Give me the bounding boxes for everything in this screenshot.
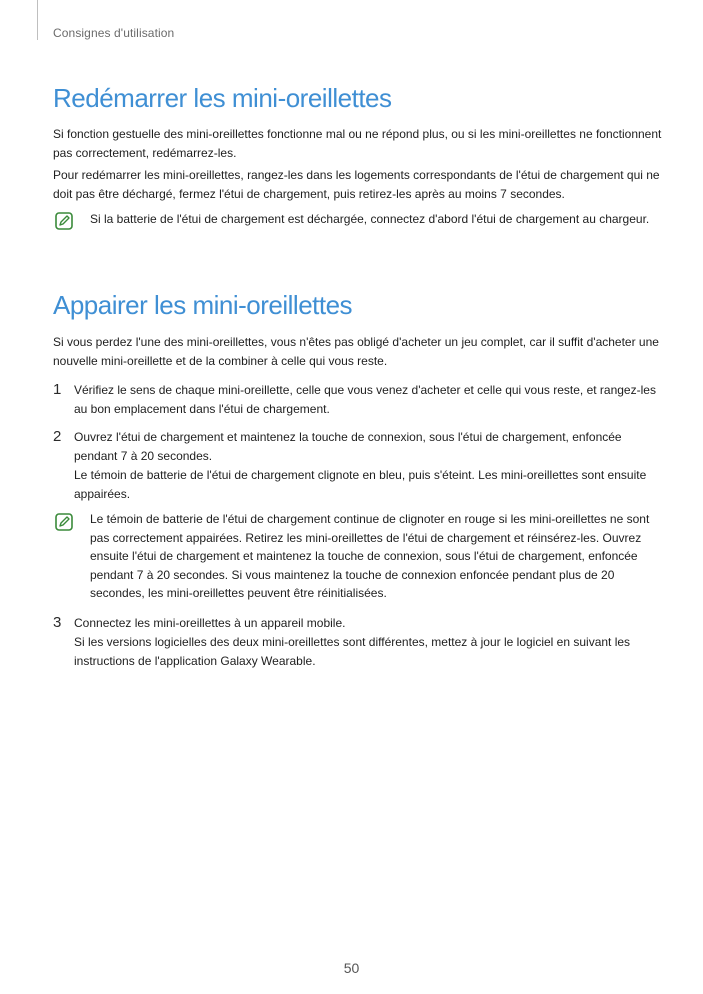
note-icon	[55, 212, 73, 230]
note-text: Si la batterie de l'étui de chargement est déchargée, connectez d'abord l'étui de chargement au chargeur.	[90, 212, 650, 226]
running-header: Consignes d'utilisation	[53, 26, 175, 40]
step-number: 1	[53, 381, 62, 398]
paragraph: Si vous perdez l'une des mini-oreillettes, vous n'êtes pas obligé d'acheter un jeu complet, car il suffit d'acheter une nouvelle mini-oreillette et de la combiner à celle qui vous reste.	[53, 335, 659, 368]
step-subtext: Le témoin de batterie de l'étui de chargement clignote en bleu, puis s'éteint. Les mini-oreillettes sont ensuite appairées.	[74, 468, 647, 501]
note-icon	[55, 513, 73, 531]
page-number: 50	[343, 960, 360, 976]
section-heading-restart: Redémarrer les mini-oreillettes	[53, 83, 392, 113]
section-heading-pair: Appairer les mini-oreillettes	[53, 290, 353, 320]
step-text: Connectez les mini-oreillettes à un appareil mobile.	[74, 616, 346, 630]
step-text: Ouvrez l'étui de chargement et maintenez la touche de connexion, sous l'étui de chargement, enfoncée pendant 7 à 20 secondes.	[74, 430, 622, 463]
step-subtext: Si les versions logicielles des deux mini-oreillettes sont différentes, mettez à jour le logiciel en suivant les instructions de l'application Galaxy Wearable.	[74, 635, 631, 668]
margin-rule	[37, 0, 38, 40]
step-text: Vérifiez le sens de chaque mini-oreillette, celle que vous venez d'acheter et celle qui vous reste, et rangez-les au bon emplacement dans l'étui de chargement.	[74, 383, 656, 416]
paragraph: Si fonction gestuelle des mini-oreillettes fonctionne mal ou ne répond plus, ou si les mini-oreillettes ne fonctionnent pas correctement, redémarrez-les.	[53, 127, 662, 160]
step-number: 2	[53, 428, 62, 445]
note-text: Le témoin de batterie de l'étui de chargement continue de clignoter en rouge si les mini-oreillettes ne sont pas correctement appairées. Retirez les mini-oreillettes de l'étui de chargement et réinsérez-les. Ouvrez ensuite l'étui de chargement et maintenez la touche de connexion, sous l'étui de chargement, enfoncée pendant 7 à 20 secondes. Si vous maintenez la touche de connexion enfoncée pendant plus de 20 secondes, les mini-oreillettes peuvent être réinitialisées.	[90, 512, 650, 600]
step-number: 3	[53, 614, 62, 631]
paragraph: Pour redémarrer les mini-oreillettes, rangez-les dans les logements correspondants de l'étui de chargement qui ne doit pas être déchargé, fermez l'étui de chargement, puis retirez-les après au moins 7 secondes.	[53, 168, 660, 201]
